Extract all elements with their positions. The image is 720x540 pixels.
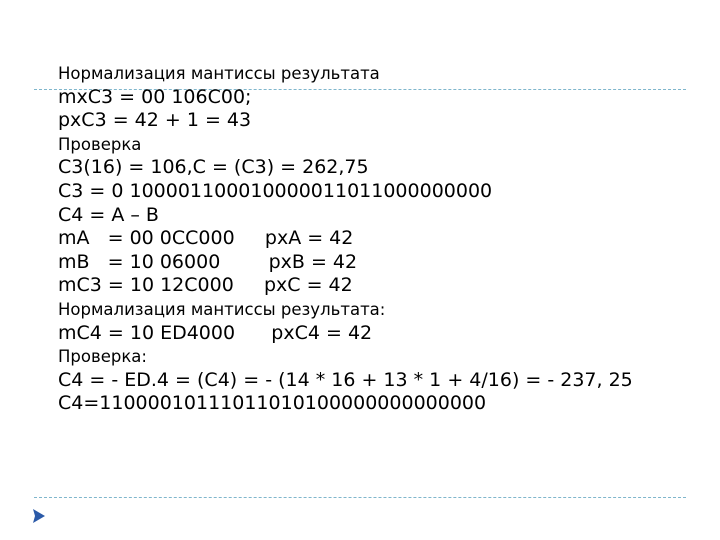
line-ma: mA = 00 0CC000 pxA = 42 bbox=[58, 227, 354, 250]
line-mc3: mC3 = 10 12C000 pxC = 42 bbox=[58, 274, 353, 297]
line-c3-binary: C3 = 0 100001100010000011011000000000 bbox=[58, 179, 493, 202]
heading-check-2: Проверка: bbox=[58, 347, 147, 367]
line-mc4: mC4 = 10 ED4000 pxC4 = 42 bbox=[58, 321, 373, 344]
line-mxc3: mxC3 = 00 106C00; bbox=[58, 85, 252, 108]
bottom-divider bbox=[34, 497, 686, 498]
heading-check: Проверка bbox=[58, 134, 142, 154]
line-c4-binary: C4=11000010111011010100000000000000 bbox=[58, 392, 487, 415]
line-c4-check: C4 = - ED.4 = (C4) = - (14 * 16 + 13 * 1 + 4/16) = - 237, 25 bbox=[58, 368, 633, 391]
slide-content bbox=[58, 62, 698, 416]
line-c4-formula: C4 = A – B bbox=[58, 203, 159, 226]
heading-normalization: Нормализация мантиссы результата bbox=[58, 64, 380, 83]
heading-normalization-2: Нормализация мантиссы результата: bbox=[58, 299, 386, 319]
next-arrow-icon[interactable] bbox=[30, 507, 48, 525]
line-mb: mB = 10 06000 pxB = 42 bbox=[58, 250, 358, 273]
line-c3-hex: C3(16) = 106,C = (C3) = 262,75 bbox=[58, 156, 369, 179]
line-pxc3: pxC3 = 42 + 1 = 43 bbox=[58, 109, 252, 132]
